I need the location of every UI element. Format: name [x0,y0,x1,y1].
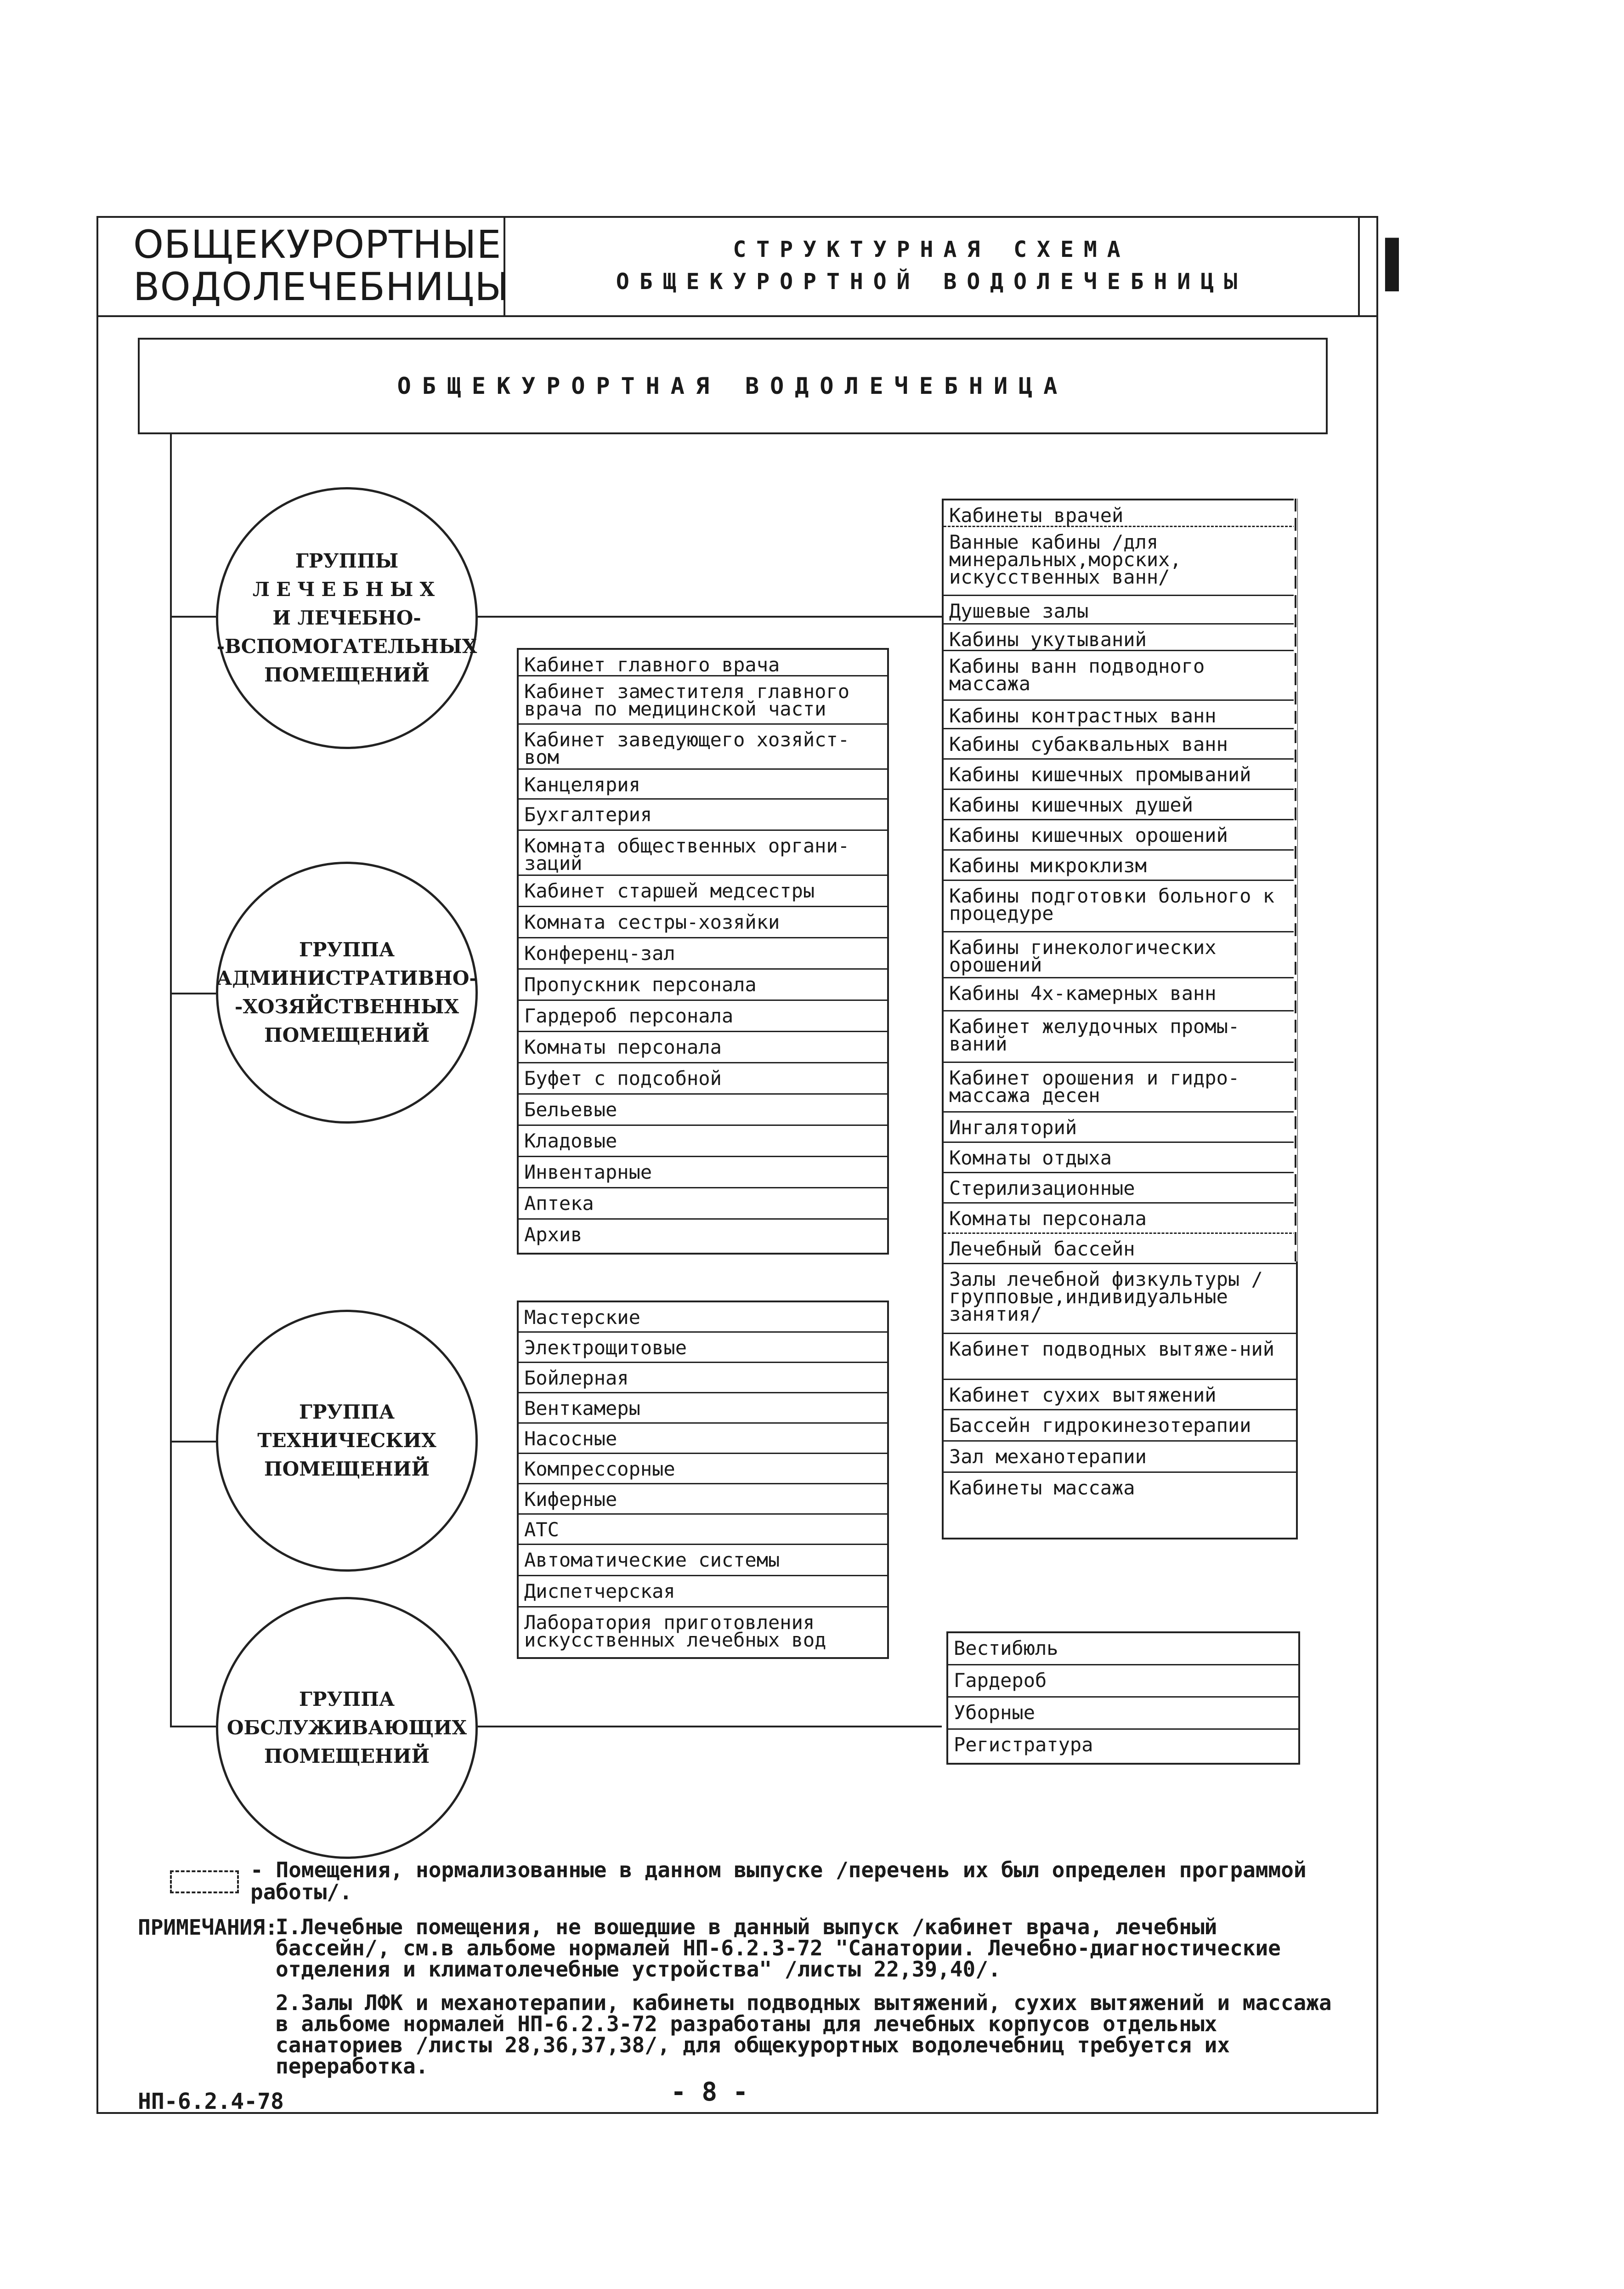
list-item: Кабины субаквальных ванн [944,729,1296,760]
connector-group-1 [170,616,216,618]
list-item: Кабинет подводных вытяже-ний [944,1334,1296,1380]
group-service-circle [216,1597,478,1859]
list-item: Диспетчерская [519,1576,887,1607]
legend-text: - Помещения, нормализованные в данном выпуске /перечень их был определен программой работы/. [250,1857,1307,1904]
list-item: Мастерские [519,1302,887,1333]
list-item: Уборные [948,1698,1298,1730]
list-item: Кабинет сухих вытяжений [944,1380,1296,1410]
list-item: Кабинеты врачей [944,500,1296,527]
list-item: Кабины ванн подводного массажа [944,651,1296,701]
list-item: Зал механотерапии [944,1442,1296,1473]
group-label-line: ГРУППЫ [295,550,399,572]
list-item: Компрессорные [519,1454,887,1484]
connector-group-2 [170,993,216,994]
technical-rooms-list [517,1301,889,1659]
list-item: Кабинет главного врача [519,650,887,676]
list-item: Инвентарные [519,1157,887,1188]
connector-group-3 [170,1441,216,1443]
treatment-rooms-list [942,499,1298,1539]
list-item: Кабинет желудочных промы-ваний [944,1011,1296,1063]
group-label-line: И ЛЕЧЕБНО- [272,607,421,629]
list-item: АТС [519,1515,887,1545]
list-item: Регистратура [954,1733,1093,1756]
list-item: Комнаты персонала [519,1032,887,1063]
list-item: Залы лечебной физкультуры /групповые,индивидуальные занятия/ [944,1264,1296,1334]
sheet-title-line2: ОБЩЕКУРОРТНОЙ ВОДОЛЕЧЕБНИЦЫ [616,269,1248,295]
list-item: Насосные [519,1424,887,1454]
list-item: Пропускник персонала [519,970,887,1001]
list-item: Кабины подготовки больного к процедуре [944,881,1296,932]
list-item: Канцелярия [519,770,887,800]
group-label-line: -ВСПОМОГАТЕЛЬНЫХ [216,635,477,658]
connector-group-4 [170,1726,216,1727]
list-item: Комната общественных органи-заций [519,831,887,876]
list-item: Ингаляторий [944,1113,1296,1143]
main-connector [170,434,172,1726]
list-item: Гардероб [948,1665,1298,1698]
group-label-line: ГРУППА [299,1401,395,1423]
note-1: I.Лечебные помещения, не вошедшие в данный выпуск /кабинет врача, лечебный бассейн/, см.в альбоме нормалей НП-6.2.3-72 "Санатории. Лечебно-диагностические отделения и климатолечебные устройства" /листы 22,39,40/. [276,1914,1281,1982]
list-item: Комнаты отдыха [944,1143,1296,1173]
list-item: Кабины контрастных ванн [944,701,1296,729]
list-item: Электрощитовые [519,1333,887,1363]
group-label-line: ПОМЕЩЕНИЙ [264,664,430,686]
group-treatment-circle [216,487,478,749]
list-item: Кабинет старшей медсестры [519,876,887,907]
group-label-line: ОБСЛУЖИВАЮЩИХ [226,1716,467,1739]
list-item: Бухгалтерия [519,800,887,831]
series-title-line2: ВОДОЛЕЧЕБНИЦЫ [133,264,509,309]
admin-rooms-list [517,648,889,1255]
list-item: Кабины микроклизм [944,851,1296,881]
list-item: Кабины 4х-камерных ванн [944,978,1296,1011]
normalized-bracket [1291,499,1300,1261]
sheet-number: I [1378,222,1406,309]
list-item: Киферные [519,1484,887,1515]
group-technical-circle [216,1310,478,1572]
group-label-line: -ХОЗЯЙСТВЕННЫХ [234,995,459,1018]
sheet-title-line1: СТРУКТУРНАЯ СХЕМА [733,237,1131,262]
list-item: Кабины кишечных орошений [944,820,1296,851]
list-item: Архив [524,1223,583,1246]
list-item: Кабины кишечных душей [944,790,1296,820]
list-item: Аптека [519,1188,887,1220]
group-label-line: ТЕХНИЧЕСКИХ [257,1429,436,1452]
group-label-line: ПОМЕЩЕНИЙ [264,1458,430,1480]
list-item: Комната сестры-хозяйки [519,907,887,938]
connector-treatment [478,616,942,618]
list-item: Ванные кабины /для минеральных,морских, искусственных ванн/ [944,527,1296,596]
list-item: Гардероб персонала [519,1001,887,1032]
list-item: Кабины кишечных промываний [944,760,1296,790]
legend-dashed-symbol [170,1870,239,1893]
root-node: ОБЩЕКУРОРТНАЯ ВОДОЛЕЧЕБНИЦА [138,338,1328,434]
list-item: Бельевые [519,1095,887,1126]
page-number: - 8 - [671,2077,748,2107]
service-rooms-list [946,1631,1300,1765]
title-block [96,216,1406,317]
list-item: Кладовые [519,1126,887,1157]
list-item: Кабинет орошения и гидро-массажа десен [944,1063,1296,1113]
series-title [96,216,509,315]
list-item: Стерилизационные [944,1173,1296,1204]
list-item: Кабины гинекологических орошений [944,932,1296,978]
group-label-line: ГРУППА [299,938,395,961]
list-item: Бойлерная [519,1363,887,1393]
list-item: Буфет с подсобной [519,1063,887,1095]
connector-service [478,1726,942,1727]
document-code: НП-6.2.4-78 [138,2089,284,2114]
list-item: Комнаты персонала [944,1204,1296,1234]
list-item: Автоматические системы [519,1545,887,1576]
group-label-line: ПОМЕЩЕНИЙ [264,1024,430,1046]
list-item: Конференц-зал [519,938,887,970]
list-item: Лечебный бассейн [944,1234,1296,1264]
sheet-title [505,216,1360,315]
list-item: Вестибюль [948,1633,1298,1665]
group-label-line: ЛЕЧЕБНЫХ [252,578,441,601]
group-label-line: ГРУППА [299,1688,395,1710]
list-item: Душевые залы [944,596,1296,625]
list-item: Кабинеты массажа [949,1477,1135,1499]
list-item: Бассейн гидрокинезотерапии [944,1410,1296,1442]
list-item: Венткамеры [519,1393,887,1424]
group-label-line: ПОМЕЩЕНИЙ [264,1745,430,1767]
list-item: Кабинет заместителя главного врача по медицинской части [519,676,887,725]
note-2: 2.Залы ЛФК и механотерапии, кабинеты подводных вытяжений, сухих вытяжений и массажа в альбоме нормалей НП-6.2.3-72 разработаны для лечебных корпусов отдельных санаториев /листы 28,36,37,38/, для общекурортных водолечебниц требуется их переработка. [276,1990,1332,2079]
group-admin-circle [216,862,478,1124]
series-title-line1: ОБЩЕКУРОРТНЫЕ [133,222,502,267]
list-item: Кабинет заведующего хозяйст-вом [519,725,887,770]
notes-label: ПРИМЕЧАНИЯ: [138,1915,278,1940]
list-item: Кабины укутываний [944,625,1296,651]
group-label-line: АДМИНИСТРАТИВНО- [216,967,477,989]
list-item: Лаборатория приготовления искусственных лечебных вод [524,1611,826,1651]
